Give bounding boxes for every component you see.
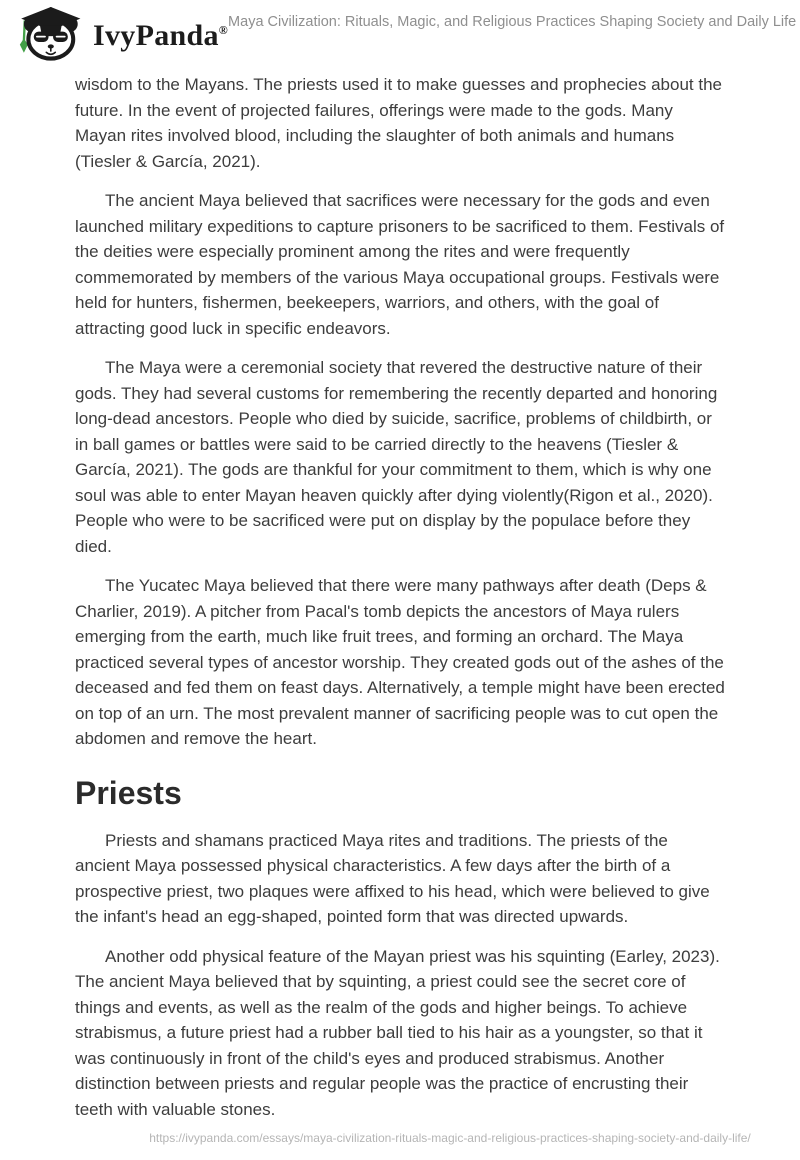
document-title: Maya Civilization: Rituals, Magic, and Religious Practices Shaping Society and Daily Life xyxy=(228,14,797,30)
essay-paragraph: The Yucatec Maya believed that there were many pathways after death (Deps & Charlier, 2019). A pitcher from Pacal's tomb depicts the ancestors of Maya rulers emerging from the earth, much like fruit trees, and forming an orchard. The Maya practiced several types of ancestor worship. They created gods out of the ashes of the deceased and fed them on feast days. Alternatively, a temple might have been erected on top of an urn. The most prevalent manner of sacrificing people was to cut open the abdomen and remove the heart. xyxy=(75,576,725,748)
essay-paragraph: wisdom to the Mayans. The priests used it to make guesses and prophecies about the future. In the event of projected failures, offerings were made to the gods. Many Mayan rites involved blood, including the slaughter of both animals and humans (Tiesler & García, 2021). xyxy=(75,75,722,171)
essay-paragraph: Another odd physical feature of the Mayan priest was his squinting (Earley, 2023). The ancient Maya believed that by squinting, a priest could see the secret core of things and events, as well as the realm of the gods and higher beings. To achieve strabismus, a future priest had a rubber ball tied to his hair as a youngster, so that it was continuously in front of the child's eyes and produced strabismus. Another distinction between priests and regular people was the practice of encrusting their teeth with valuable stones. xyxy=(75,946,720,1119)
essay-paragraph: Priests and shamans practiced Maya rites and traditions. The priests of the ancient Maya possessed physical characteristics. A few days after the birth of a prospective priest, two plaques were affixed to his head, which were believed to give the infant's head an egg-shaped, pointed form that was directed upwards. xyxy=(75,830,710,926)
registered-trademark-symbol: ® xyxy=(218,23,229,37)
page-header xyxy=(0,0,800,64)
essay-paragraph: The Maya were a ceremonial society that revered the destructive nature of their gods. They had several customs for remembering the recently departed and honoring long-dead ancestors. People who died by suicide, sacrifice, problems of childbirth, or in ball games or battles were said to be carried directly to the heavens (Tiesler & García, 2021). The gods are thankful for your commitment to them, which is why one soul was able to enter Mayan heaven quickly after dying violently(Rigon et al., 2020). People who were to be sacrificed were put on display by the populace before they died. xyxy=(75,358,718,556)
page-footer xyxy=(0,1131,800,1145)
brand-wordmark xyxy=(93,21,228,51)
brand-name-text: IvyPanda xyxy=(93,19,219,52)
section-heading-priests: Priests xyxy=(75,774,182,811)
essay-content xyxy=(0,64,800,1122)
essay-paragraph: The ancient Maya believed that sacrifices were necessary for the gods and even launched military expeditions to capture prisoners to be sacrificed to them. Festivals of the deities were especially prominent among the rites and were frequently commemorated by members of the various Maya occupational groups. Festivals were held for hunters, fishermen, beekeepers, warriors, and others, with the goal of attracting good luck in specific endeavors. xyxy=(75,191,725,338)
panda-graduation-cap-icon xyxy=(14,5,84,61)
ivypanda-brand xyxy=(14,5,228,61)
source-url: https://ivypanda.com/essays/maya-civilization-rituals-magic-and-religious-practices-shaping-society-and-daily-life/ xyxy=(149,1131,751,1145)
